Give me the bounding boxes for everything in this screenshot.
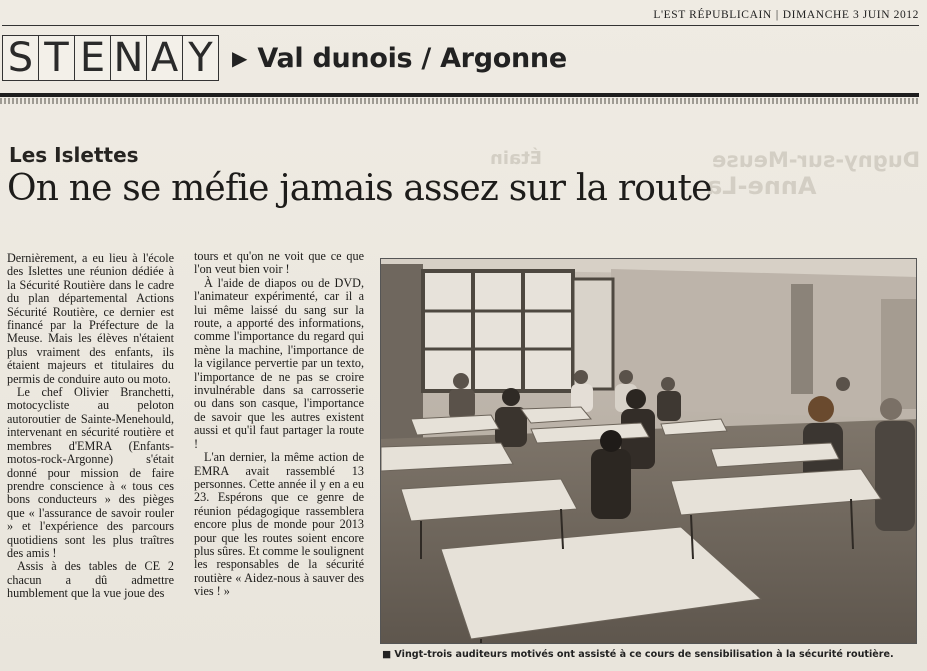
paragraph: Assis à des tables de CE 2 chacun a dû admettre humblement que la vue joue des xyxy=(7,559,174,601)
region-title: Val dunois / Argonne xyxy=(257,42,567,74)
masthead-separator: | xyxy=(775,9,779,21)
bleed-through-subtown: Anne-La xyxy=(706,172,817,200)
article-headline: On ne se méfie jamais assez sur la route xyxy=(7,168,712,209)
caption-marker-icon: ■ xyxy=(382,649,392,660)
town-letter: Y xyxy=(182,35,219,81)
article-column-2 xyxy=(194,250,364,599)
bleed-through-town-2: Étain xyxy=(490,148,543,169)
town-letter: T xyxy=(38,35,75,81)
paragraph: L'an dernier, la même action de EMRA avait rassemblé 13 personnes. Cette année il y en a eu 23. Espérons que ce genre de réunion pédagogique rassemblera encore plus de monde pour 2013 pour que les routes soient encore plus sûres. Et comme le soulignent les responsables de la sécurité routière « Aidez-nous à sauver des vies ! » xyxy=(194,450,364,599)
issue-date: DIMANCHE 3 JUIN 2012 xyxy=(782,9,919,21)
town-letter: A xyxy=(146,35,183,81)
classroom-photo xyxy=(380,258,917,644)
paper-name: L'EST RÉPUBLICAIN xyxy=(653,9,772,21)
triangle-arrow-icon: ▶ xyxy=(232,46,248,70)
town-letter: S xyxy=(2,35,39,81)
caption-text: Vingt-trois auditeurs motivés ont assisté à ce cours de sensibilisation à la sécurité routière. xyxy=(394,649,894,660)
town-name-boxed xyxy=(2,35,218,81)
masthead xyxy=(653,9,919,21)
paragraph: À l'aide de diapos ou de DVD, l'animateur expérimenté, car il a lui même laissé du sang sur la route, a apporté des informations, comme l'importance du regard qui mène la machine, l'importance de la vigilance pervertie par un texto, l'importance de ne pas se croire invulnérable dans sa carrosserie ou dans son casque, l'importance de savoir que les autres existent aussi et qu'il faut partager la route ! xyxy=(194,275,364,451)
section-rule xyxy=(0,93,919,97)
section-header xyxy=(2,33,567,83)
paragraph: Le chef Olivier Branchetti, motocycliste au peloton autoroutier de Sainte-Menehould, intervenant en sécurité routière et membres d'EMRA (Enfants-motos-rock-Argonne) s'était donné pour mission de faire prendre conscience à « tous ces bons conducteurs » des pièges que « l'assurance de savoir rouler » et l'expérience des parcours quotidiens sont les plus traîtres des amis ! xyxy=(7,385,174,560)
photo-caption xyxy=(382,649,894,660)
bleed-through-town: Dugny-sur-Meuse xyxy=(712,148,921,172)
article-kicker: Les Islettes xyxy=(9,143,139,167)
article-column-1 xyxy=(7,252,174,601)
top-rule xyxy=(2,25,919,26)
town-letter: N xyxy=(110,35,147,81)
paragraph: Dernièrement, a eu lieu à l'école des Islettes une réunion dédiée à la Sécurité Routière dans le cadre du plan départemental Actions Sécurité Routière, ce dernier est financé par la Préfecture de la Meuse. Mais les élèves n'étaient plus vraiment des enfants, ils étaient majeurs et titulaires du permis de conduire auto ou moto. xyxy=(7,251,174,386)
classroom-photo-illustration xyxy=(381,259,917,644)
paragraph: tours et qu'on ne voit que ce que l'on veut bien voir ! xyxy=(194,249,364,277)
town-letter: E xyxy=(74,35,111,81)
dotted-rule xyxy=(0,98,919,104)
